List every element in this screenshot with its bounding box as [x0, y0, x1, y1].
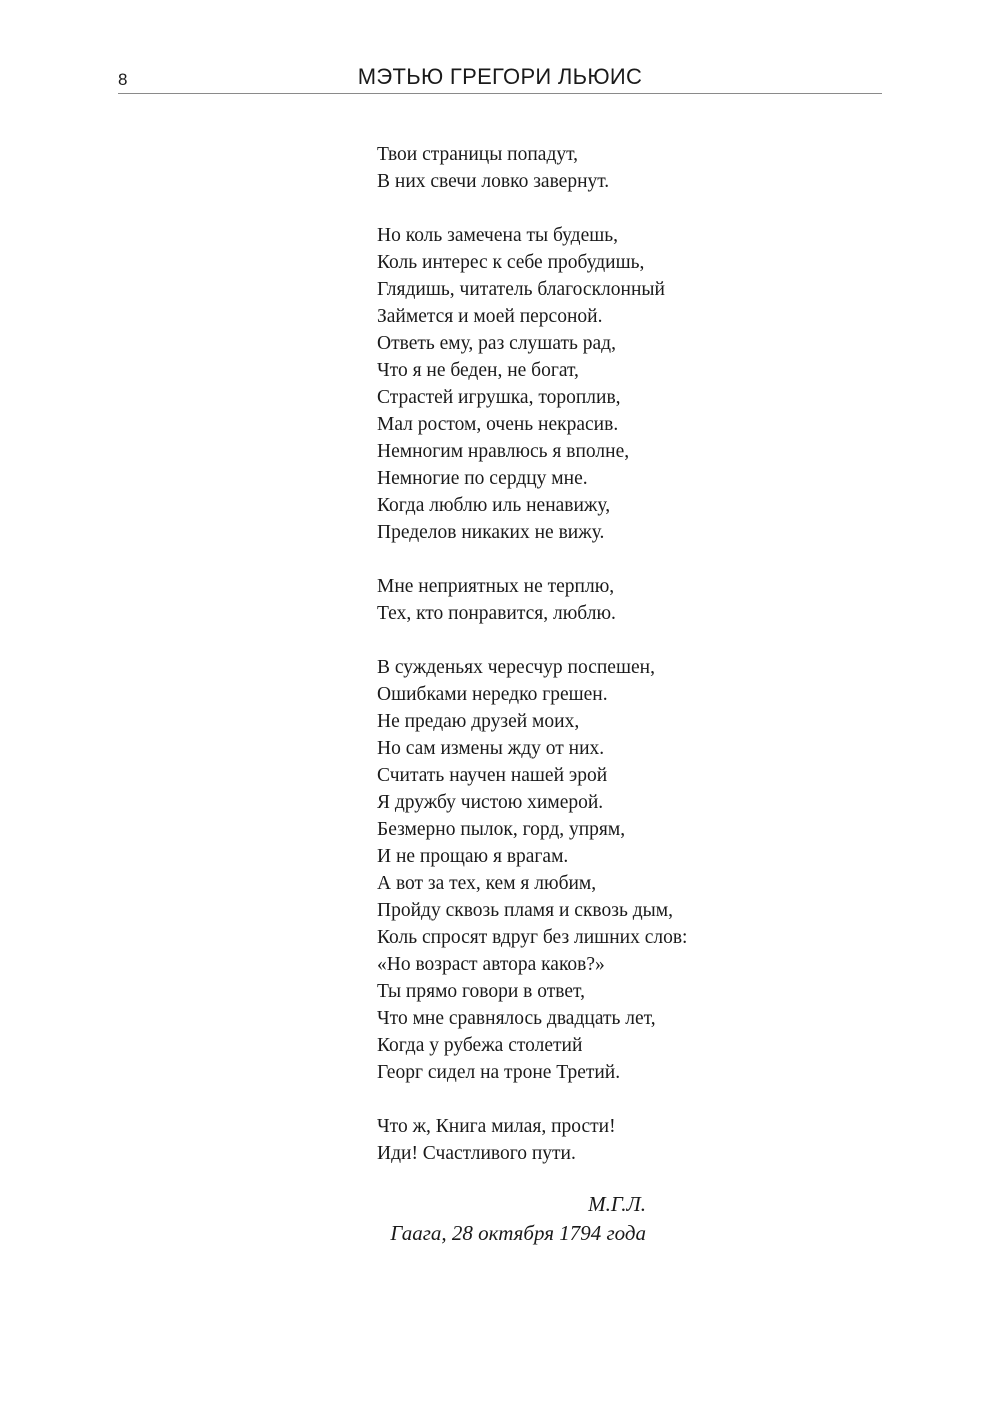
poem-line: Ошибками нередко грешен.	[377, 684, 608, 705]
signature-place-date: Гаага, 28 октября 1794 года	[390, 1221, 646, 1245]
poem-line: Георг сидел на троне Третий.	[377, 1062, 621, 1083]
poem-line: Я дружбу чистою химерой.	[377, 792, 604, 813]
poem-line: Безмерно пылок, горд, упрям,	[377, 819, 626, 840]
poem-line: Что ж, Книга милая, прости!	[377, 1116, 616, 1137]
poem-line: Пройду сквозь пламя и сквозь дым,	[377, 900, 673, 921]
poem-line: В них свечи ловко завернут.	[377, 171, 610, 192]
header-rule	[118, 93, 882, 94]
signature	[390, 1190, 646, 1248]
poem-line: Что я не беден, не богат,	[377, 360, 579, 381]
poem-line: Глядишь, читатель благосклонный	[377, 279, 665, 300]
stanza	[377, 654, 687, 1086]
poem-line: Не предаю друзей моих,	[377, 711, 580, 732]
poem-line: Когда люблю иль ненавижу,	[377, 495, 611, 516]
stanza	[377, 141, 687, 195]
poem-line: Ответь ему, раз слушать рад,	[377, 333, 616, 354]
poem-line: Тех, кто понравится, люблю.	[377, 603, 616, 624]
stanza	[377, 1113, 687, 1167]
poem-line: Иди! Счастливого пути.	[377, 1143, 576, 1164]
poem-line: Немногие по сердцу мне.	[377, 468, 588, 489]
poem-line: Мал ростом, очень некрасив.	[377, 414, 619, 435]
poem-line: А вот за тех, кем я любим,	[377, 873, 597, 894]
poem-line: Пределов никаких не вижу.	[377, 522, 605, 543]
stanza	[377, 222, 687, 546]
poem-line: Когда у рубежа столетий	[377, 1035, 583, 1056]
signature-initials: М.Г.Л.	[588, 1192, 646, 1216]
poem-line: В сужденьях чересчур поспешен,	[377, 657, 655, 678]
poem-line: Но коль замечена ты будешь,	[377, 225, 619, 246]
poem-line: Ты прямо говори в ответ,	[377, 981, 585, 1002]
poem-line: «Но возраст автора каков?»	[377, 954, 605, 975]
poem-line: Страстей игрушка, тороплив,	[377, 387, 621, 408]
poem	[377, 141, 687, 1194]
poem-line: Коль спросят вдруг без лишних слов:	[377, 927, 688, 948]
poem-line: Считать научен нашей эрой	[377, 765, 608, 786]
poem-line: Но сам измены жду от них.	[377, 738, 605, 759]
stanza	[377, 573, 687, 627]
poem-line: Немногим нравлюсь я вполне,	[377, 441, 630, 462]
poem-line: Твои страницы попадут,	[377, 144, 579, 165]
poem-line: Что мне сравнялось двадцать лет,	[377, 1008, 656, 1029]
poem-line: Мне неприятных не терплю,	[377, 576, 615, 597]
page-number: 8	[118, 70, 128, 89]
poem-line: Коль интерес к себе пробудишь,	[377, 252, 645, 273]
poem-line: Займется и моей персоной.	[377, 306, 603, 327]
poem-line: И не прощаю я врагам.	[377, 846, 569, 867]
running-head: МЭТЬЮ ГРЕГОРИ ЛЬЮИС	[357, 64, 643, 89]
